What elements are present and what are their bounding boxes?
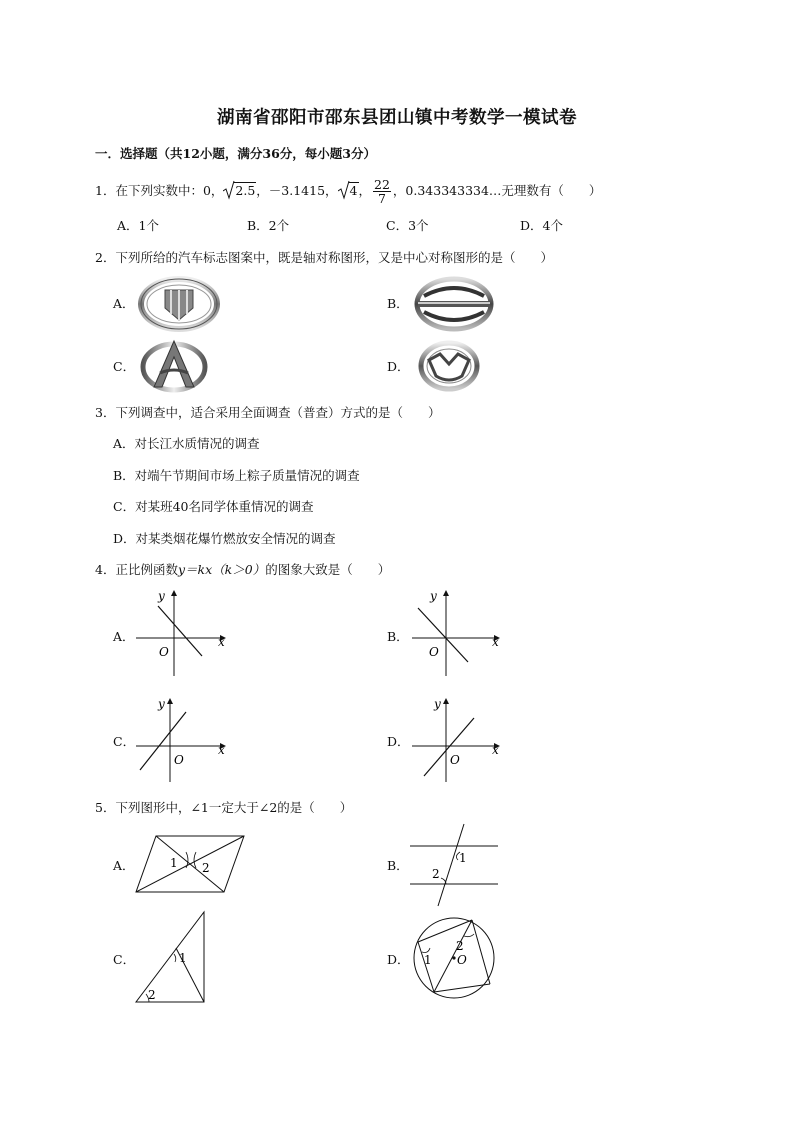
car-logo-a <box>138 276 220 332</box>
fig-c-angle-1: 1 <box>179 951 187 965</box>
graph-d-x-label: x <box>492 743 499 757</box>
q1-option-a: A．1个 <box>117 218 159 233</box>
car-logo-d <box>418 340 480 392</box>
figure-parallel-lines <box>408 822 500 908</box>
car-logo-c <box>140 337 208 393</box>
graph-c-y-label: y <box>158 697 165 711</box>
fraction-denominator: 7 <box>377 191 386 206</box>
fig-a-angle-1: 1 <box>170 856 178 870</box>
q2-label-d: D． <box>387 359 410 374</box>
q4-label-a: A． <box>113 629 135 644</box>
question-4 <box>95 560 390 578</box>
fig-a-angle-2: 2 <box>202 861 210 875</box>
figure-parallelogram <box>134 832 248 896</box>
q3-option-d: D．对某类烟花爆竹燃放安全情况的调查 <box>113 531 336 546</box>
q2-label-a: A． <box>113 296 135 311</box>
graph-d <box>408 692 508 784</box>
q4-label-b: B． <box>387 629 409 644</box>
q1-suffix: ，0.343343334…无理数有（ ） <box>392 183 602 198</box>
fig-c-angle-2: 2 <box>148 988 156 1002</box>
q1-option-d: D．4个 <box>520 218 563 233</box>
graph-c <box>132 692 232 784</box>
figure-right-triangle <box>134 910 210 1006</box>
graph-b-x-label: x <box>492 635 499 649</box>
graph-b-origin: O <box>429 645 439 659</box>
sqrt-2-5-radicand: 2.5 <box>235 183 256 198</box>
fig-d-angle-2: 2 <box>456 939 464 953</box>
question-5: 5．下列图形中，∠1一定大于∠2的是（ ） <box>95 800 353 815</box>
figure-circle <box>410 908 502 1004</box>
question-2: 2．下列所给的汽车标志图案中，既是轴对称图形，又是中心对称图形的是（ ） <box>95 250 553 265</box>
q2-label-b: B． <box>387 296 409 311</box>
q1-text-2: ，－3.1415， <box>256 183 338 198</box>
graph-b-y-label: y <box>430 589 437 603</box>
page-title: 湖南省邵阳市邵东县团山镇中考数学一模试卷 <box>217 108 577 128</box>
fraction-numerator: 22 <box>374 177 390 192</box>
fig-d-center-label: O <box>457 953 467 967</box>
fig-d-angle-1: 1 <box>424 953 432 967</box>
graph-a <box>132 588 232 680</box>
q3-option-c: C．对某班40名同学体重情况的调查 <box>113 499 314 514</box>
graph-a-x-label: x <box>218 635 225 649</box>
graph-c-x-label: x <box>218 743 225 757</box>
q1-option-b: B．2个 <box>247 218 290 233</box>
q3-option-a: A．对长江水质情况的调查 <box>113 436 260 451</box>
q1-prefix: 1．在下列实数中：0， <box>95 183 224 198</box>
q1-option-c: C．3个 <box>386 218 429 233</box>
question-3: 3．下列调查中，适合采用全面调查（普查）方式的是（ ） <box>95 405 441 420</box>
section-heading: 一．选择题（共12小题，满分36分，每小题3分） <box>95 146 376 161</box>
graph-a-origin: O <box>159 645 169 659</box>
q4-formula: y＝kx（k＞0） <box>177 562 266 577</box>
fig-b-angle-1: 1 <box>459 851 467 865</box>
q2-label-c: C． <box>113 359 136 374</box>
q5-label-d: D． <box>387 952 410 967</box>
q5-label-c: C． <box>113 952 136 967</box>
q4-prefix: 4．正比例函数 <box>95 562 178 577</box>
q4-label-c: C． <box>113 734 136 749</box>
graph-a-y-label: y <box>158 589 165 603</box>
q5-label-a: A． <box>113 858 135 873</box>
graph-d-origin: O <box>450 753 460 767</box>
sqrt-4 <box>338 183 359 198</box>
graph-b <box>408 588 508 680</box>
graph-c-origin: O <box>174 753 184 767</box>
car-logo-b <box>414 276 494 332</box>
q5-label-b: B． <box>387 858 409 873</box>
fig-b-angle-2: 2 <box>432 867 440 881</box>
q4-label-d: D． <box>387 734 410 749</box>
question-1 <box>95 178 601 205</box>
fraction-22-7 <box>373 178 391 205</box>
q1-text-3: ， <box>358 183 372 198</box>
graph-d-y-label: y <box>434 697 441 711</box>
q3-option-b: B．对端午节期间市场上粽子质量情况的调查 <box>113 468 360 483</box>
sqrt-4-radicand: 4 <box>349 183 358 198</box>
q4-suffix: 的图象大致是（ ） <box>265 562 391 577</box>
sqrt-2-5 <box>223 183 256 198</box>
